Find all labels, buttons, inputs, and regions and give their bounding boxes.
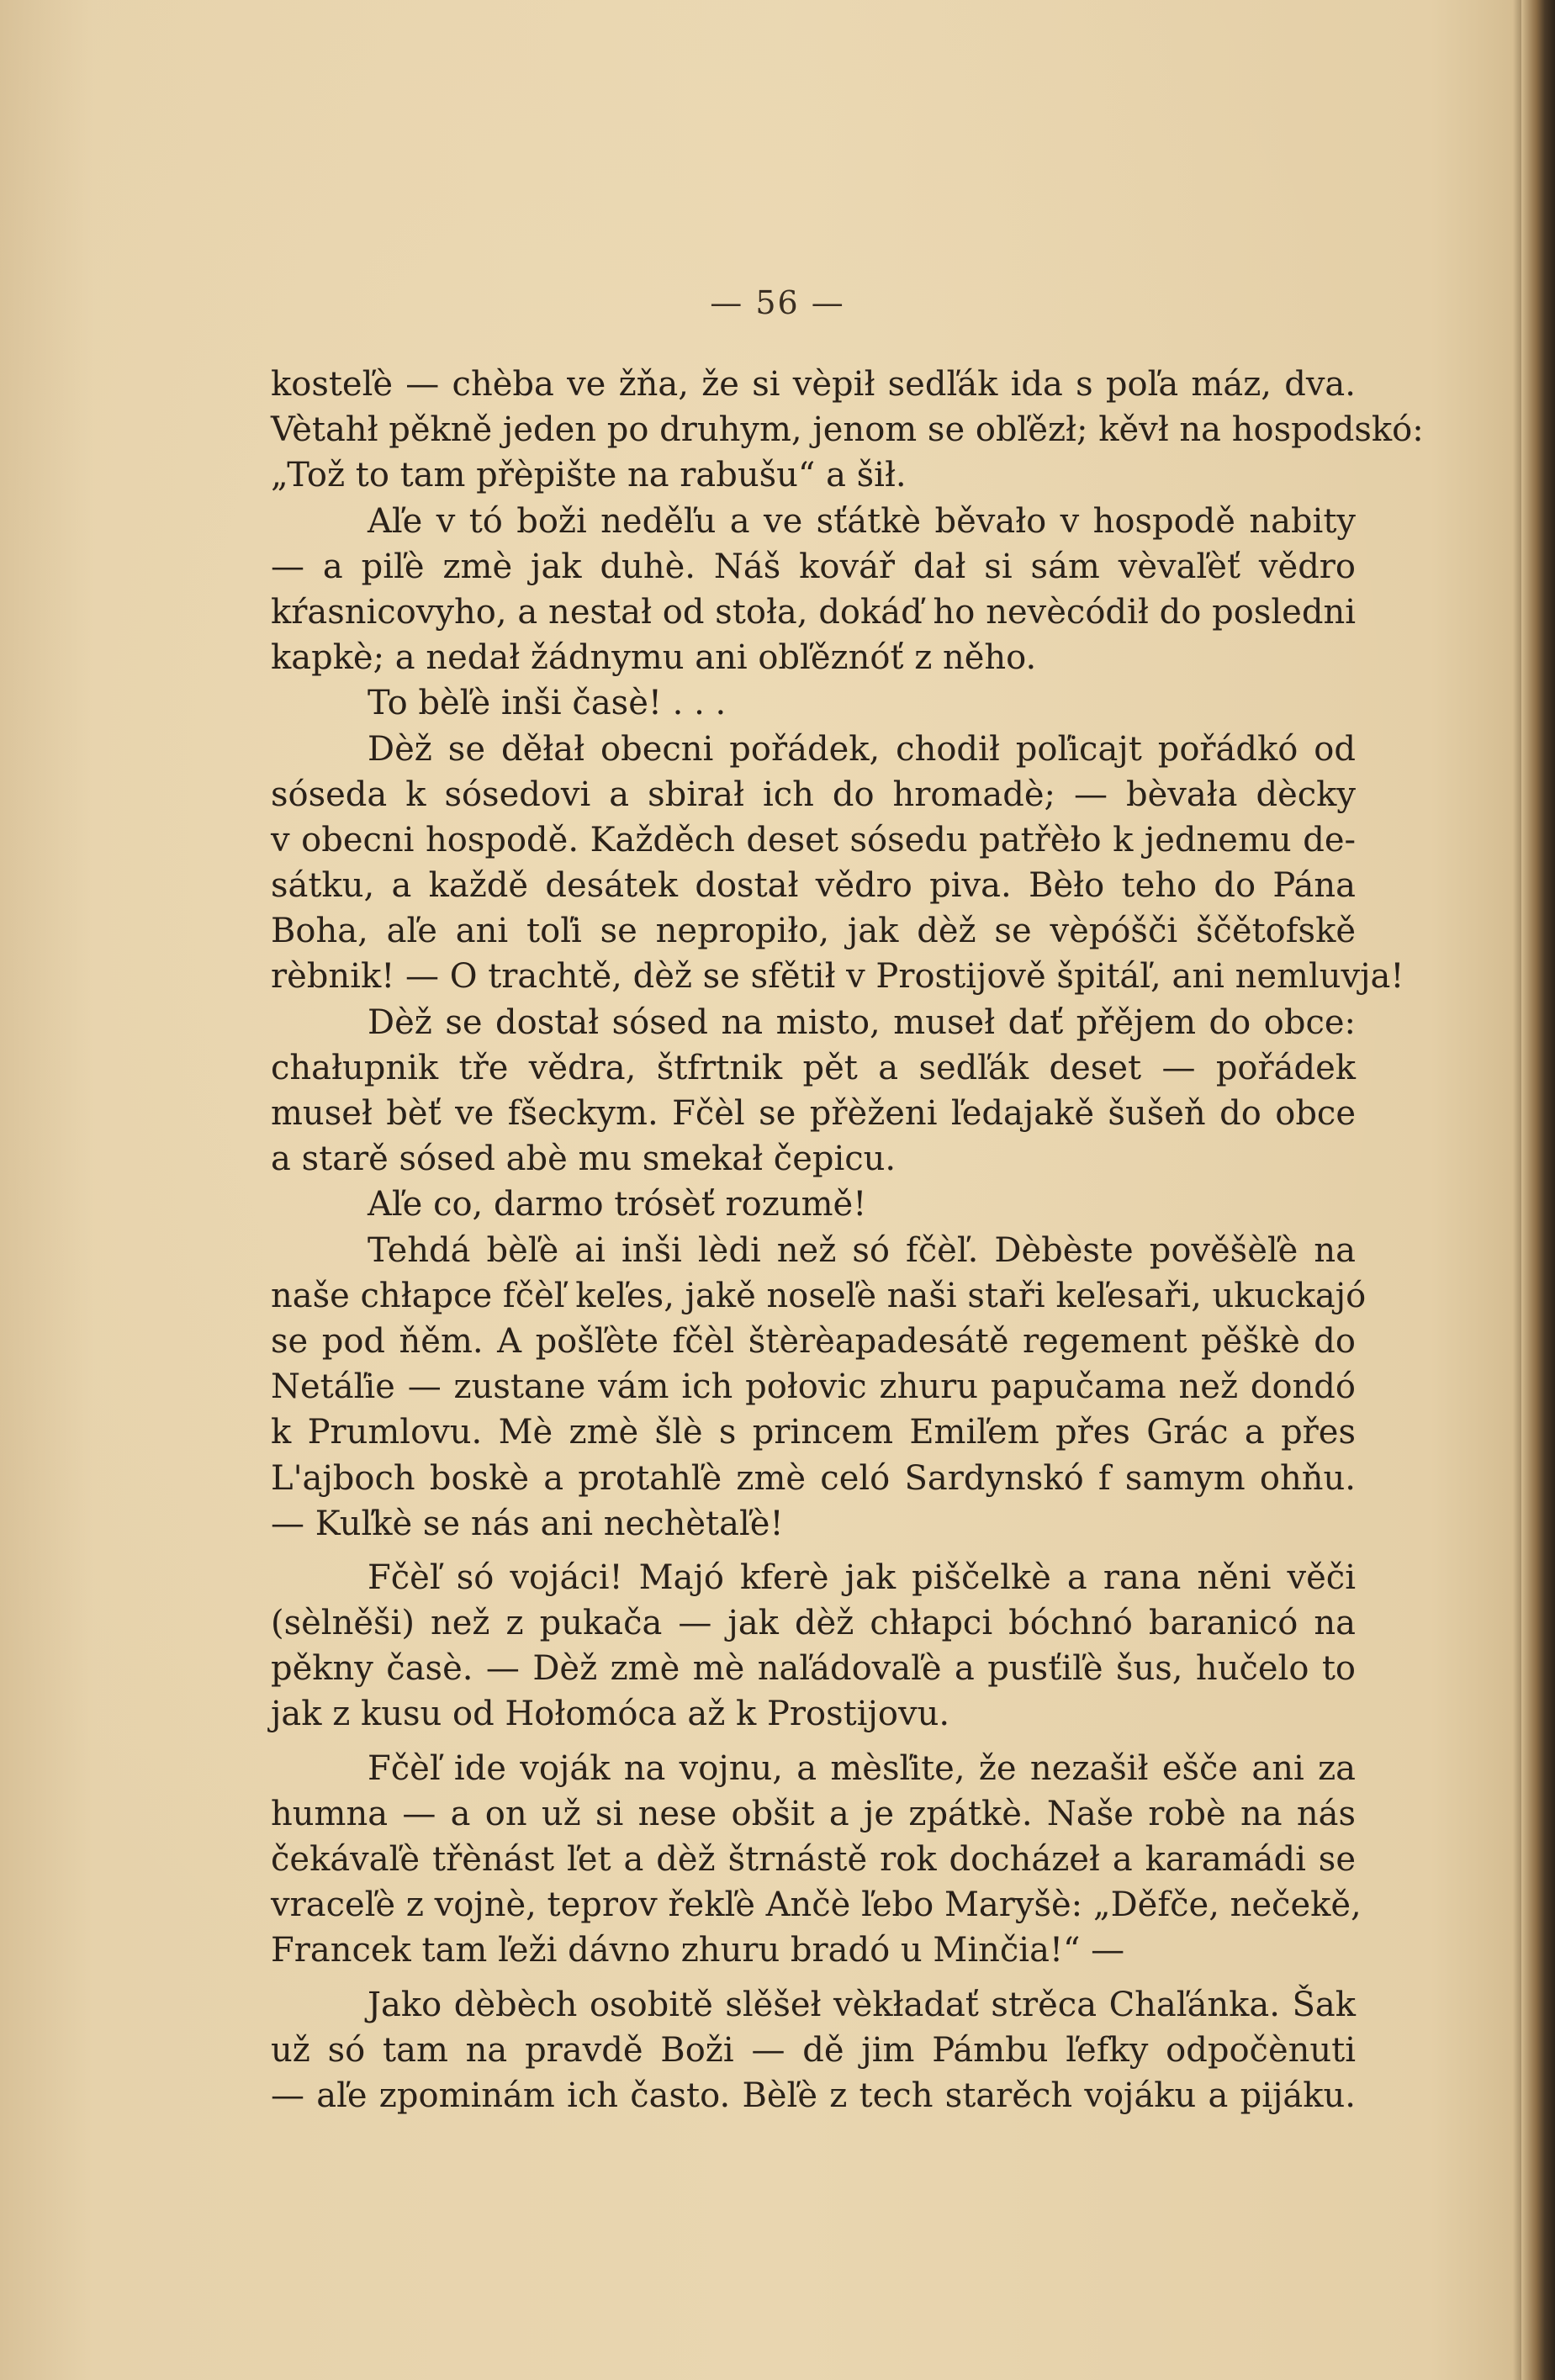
text-line: naše chłapce fčèľ keľes, jakě noseľè naši staři keľesaři, ukuckajó	[271, 1276, 1367, 1315]
text-line: jak z kusu od Hołomóca až k Prostijovu.	[271, 1695, 950, 1734]
text-line: a starě sósed abè mu smekał čepicu.	[271, 1140, 897, 1179]
text-line: vraceľè z vojnè, teprov řekľè Ančè ľebo Maryšè: „Děfče, nečekě,	[271, 1885, 1362, 1925]
page-shadow	[1513, 0, 1521, 2380]
text-line: kapkè; a nedał žádnymu ani obľěznóť z něho.	[271, 638, 1037, 678]
text-line: Francek tam ľeži dávno zhuru bradó u Minčia!“ —	[271, 1931, 1125, 1970]
text-line: Jako dèbèch osobitě slěšeł vèkładať strěca Chaľánka. Šak	[368, 1985, 1356, 2024]
text-line: humna — a on už si nese obšit a je zpátkè. Naše robè na nás	[271, 1794, 1356, 1833]
text-line: To bèľè inši časè! . . .	[368, 684, 727, 723]
text-line: sóseda k sósedovi a sbirał ich do hromadè; — bèvała dècky	[271, 775, 1356, 814]
text-line: se pod ňěm. A pošľète fčèl štèrèapadesátě regement pěškè do	[271, 1321, 1356, 1361]
text-line: už só tam na pravdě Boži — dě jim Pámbu ľefky odpočènuti	[271, 2030, 1356, 2070]
text-line: v obecni hospodě. Každěch deset sósedu patřèło k jednemu de-	[271, 820, 1356, 859]
text-line: Vètahł pěkně jeden po druhym, jenom se obľězł; kěvł na hospodskó:	[271, 410, 1424, 450]
text-line: pěkny časè. — Dèž zmè mè naľádovaľè a pusťiľè šus, hučelo to	[271, 1649, 1356, 1689]
text-line: k Prumlovu. Mè zmè šlè s princem Emiľem přes Grác a přes	[271, 1413, 1356, 1452]
text-line: čekávaľè třènást ľet a dèž štrnástě rok docházeł a karamádi se	[271, 1840, 1356, 1879]
text-line: L'ajboch boskè a protahľè zmè celó Sardynskó f samym ohňu.	[271, 1458, 1356, 1498]
text-line: Boha, aľe ani toľi se nepropiło, jak dèž se vèpóšči ščětofskě	[271, 912, 1356, 951]
text-line: Aľe co, darmo trósèť rozumě!	[368, 1185, 867, 1224]
text-line: Fčèľ ide voják na vojnu, a mèsľite, že nezašił ešče ani za	[368, 1748, 1356, 1788]
text-line: sátku, a každě desátek dostał vědro piva. Bèło teho do Pána	[271, 866, 1356, 906]
text-line: „Tož to tam přèpište na rabušu“ a šił.	[271, 456, 907, 495]
text-line: Dèž se dostał sósed na misto, museł dať přějem do obce:	[368, 1002, 1356, 1042]
text-line: Dèž se děłał obecni pořádek, chodił poľicajt pořádkó od	[368, 729, 1356, 769]
text-line: — a piľè zmè jak duhè. Náš kovář dał si sám vèvaľèť vědro	[271, 547, 1356, 586]
text-line: — Kuľkè se nás ani nechètaľè!	[271, 1504, 784, 1543]
text-line: kŕasnicovyho, a nestał od stoła, dokáď ho nevècódił do posledni	[271, 592, 1356, 632]
text-line: (sèlněši) než z pukača — jak dèž chłapci bóchnó baranicó na	[271, 1604, 1356, 1643]
body-text	[271, 362, 1424, 2118]
text-line: museł bèť ve fšeckym. Fčèl se přèženi ľedajakě šušeň do obce	[271, 1094, 1356, 1133]
text-line: kosteľè — chèba ve žňa, že si vèpił sedľák ida s poľa máz, dva.	[271, 365, 1356, 404]
text-line: Fčèľ só vojáci! Majó kferè jak piščelkè a rana něni věči	[368, 1558, 1356, 1597]
book-spine	[1521, 0, 1555, 2380]
page-number: — 56 —	[710, 284, 845, 321]
text-line: Netáľie — zustane vám ich połovic zhuru papučama než dondó	[271, 1367, 1356, 1407]
text-line: chałupnik tře vědra, štfrtnik pět a sedľák deset — pořádek	[271, 1048, 1356, 1087]
text-line: — aľe zpominám ich často. Bèľè z tech starěch vojáku a pijáku.	[271, 2076, 1356, 2115]
text-line: Aľe v tó boži neděľu a ve sťátkè běvało v hospodě nabity	[368, 501, 1356, 541]
text-line: rèbnik! — O trachtě, dèž se sfětił v Prostijově špitáľ, ani nemluvja!	[271, 957, 1404, 997]
text-line: Tehdá bèľè ai inši lèdi než só fčèľ. Dèbèste pověšèľè na	[368, 1230, 1356, 1270]
